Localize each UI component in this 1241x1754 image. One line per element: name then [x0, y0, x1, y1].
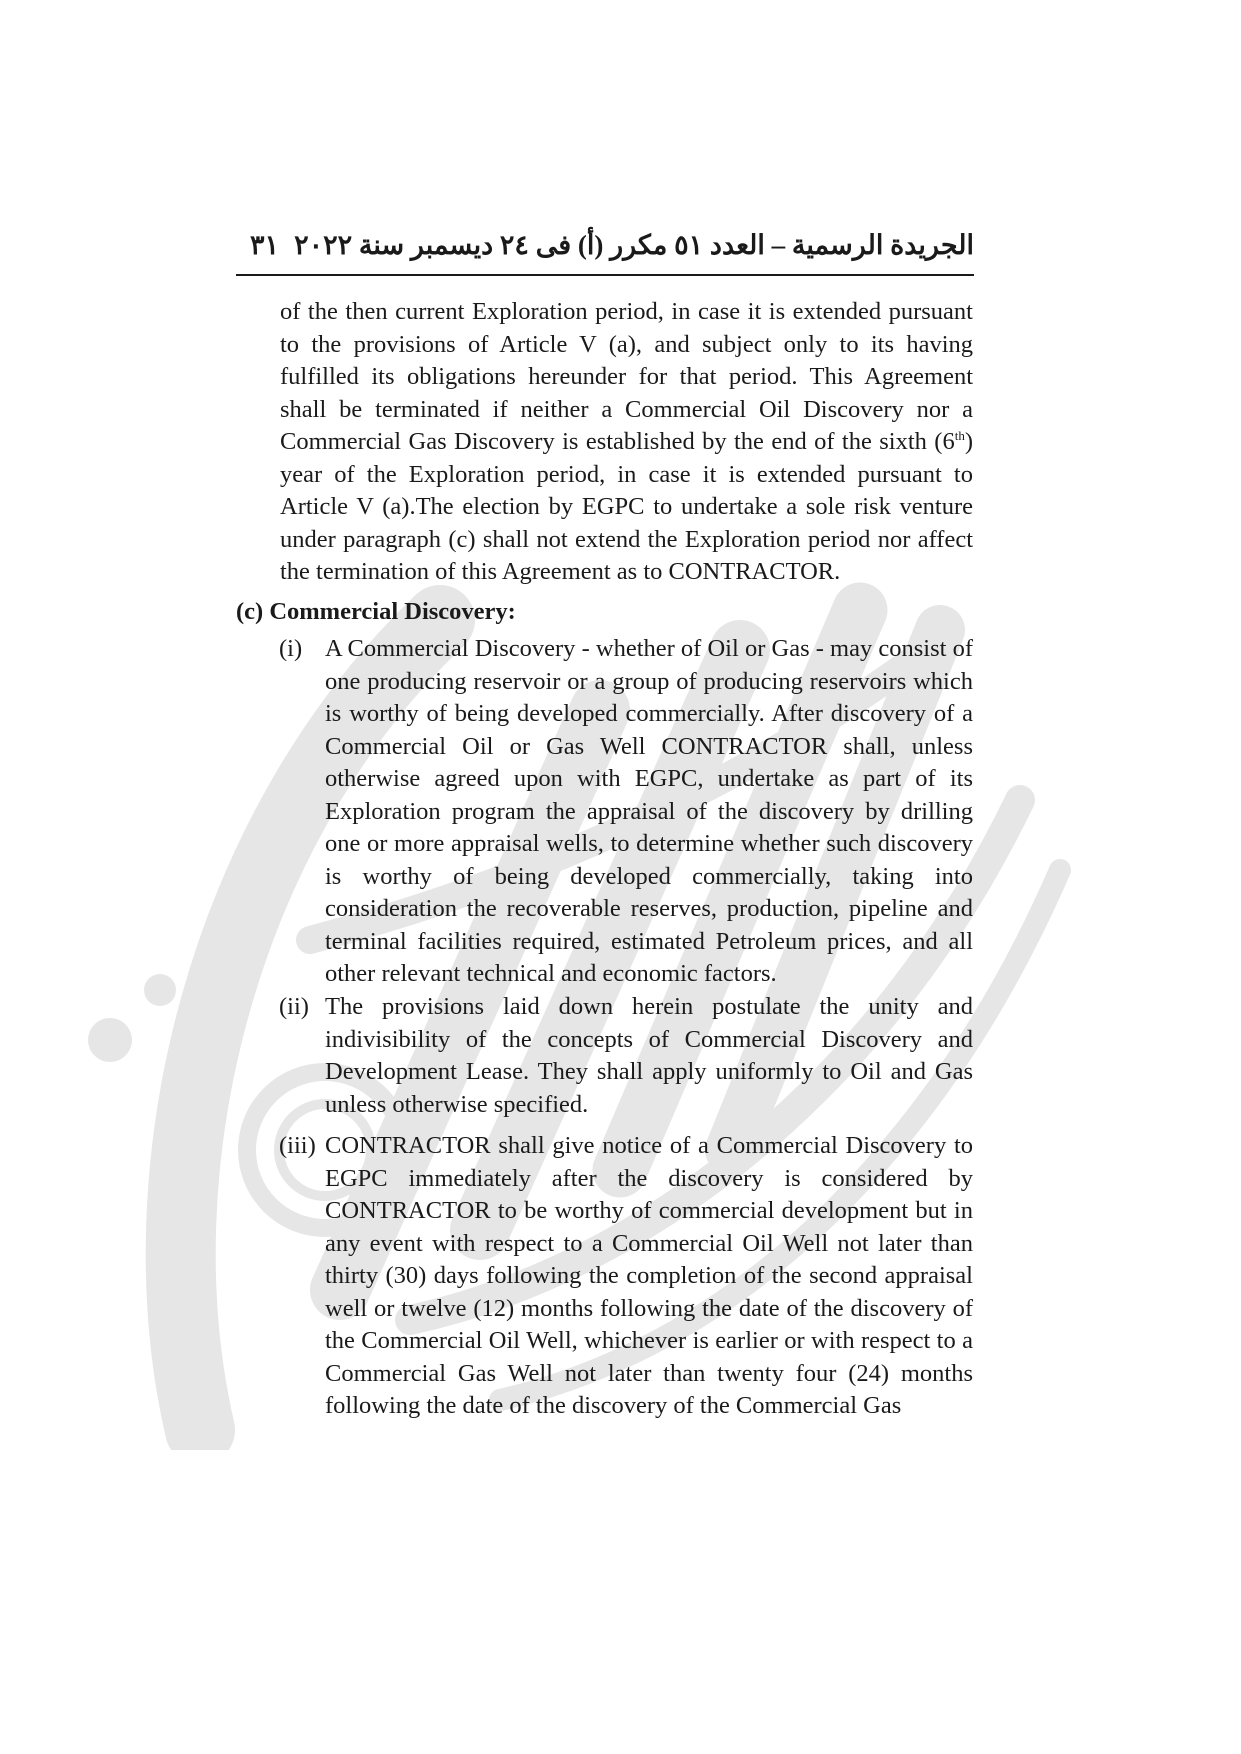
page-number: ٣١: [250, 230, 280, 260]
item-marker-iii: (iii): [279, 1132, 316, 1159]
item-marker-ii: (ii): [279, 993, 309, 1020]
continuation-text-part1: of the then current Exploration period, in case it is extended pursuant to the provisions of Article V (a), and subject only to its having fulfilled its obligations hereunder for that period. This Agreement shall be terminated if neither a Commercial Oil Discovery nor a Commercial Gas Discovery is established by the end of the sixth (6: [280, 298, 973, 455]
item-text-i: A Commercial Discovery - whether of Oil or Gas - may consist of one producing reservoir or a group of producing reservoirs which is worthy of being developed commercially. After discovery of a Commercial Oil or Gas Well CONTRACTOR shall, unless otherwise agreed upon with EGPC, undertake as part of its Exploration program the appraisal of the discovery by drilling one or more appraisal wells, to determine whether such discovery is worthy of being developed commercially, taking into consideration the recoverable reserves, production, pipeline and terminal facilities required, estimated Petroleum prices, and all other relevant technical and economic factors.: [325, 635, 973, 987]
section-heading: (c) Commercial Discovery:: [236, 598, 516, 625]
ordinal-superscript: th: [954, 427, 965, 443]
continuation-text-part2: ) year of the Exploration period, in case it is extended pursuant to Article V (a).The election by EGPC to undertake a sole risk venture under paragraph (c) shall not extend the Exploration period nor affect the termination of this Agreement as to CONTRACTOR.: [280, 428, 973, 585]
item-text-iii: CONTRACTOR shall give notice of a Commercial Discovery to EGPC immediately after the discovery is considered by CONTRACTOR to be worthy of commercial development but in any event with respect to a Commercial Oil Well not later than thirty (30) days following the completion of the second appraisal well or twelve (12) months following the date of the discovery of the Commercial Oil Well, whichever is earlier or with respect to a Commercial Gas Well not later than twenty four (24) months following the date of the discovery of the Commercial Gas: [325, 1132, 973, 1419]
item-marker-i: (i): [279, 635, 303, 662]
page-header: [236, 226, 974, 276]
gazette-title: الجريدة الرسمية – العدد ٥١ مكرر (أ) فى ٢٤ ديسمبر سنة ٢٠٢٢: [294, 230, 974, 260]
continuation-paragraph: [280, 296, 973, 589]
item-text-ii: The provisions laid down herein postulate the unity and indivisibility of the concepts of Commercial Discovery and Development Lease. They shall apply uniformly to Oil and Gas unless otherwise specified.: [325, 993, 973, 1118]
